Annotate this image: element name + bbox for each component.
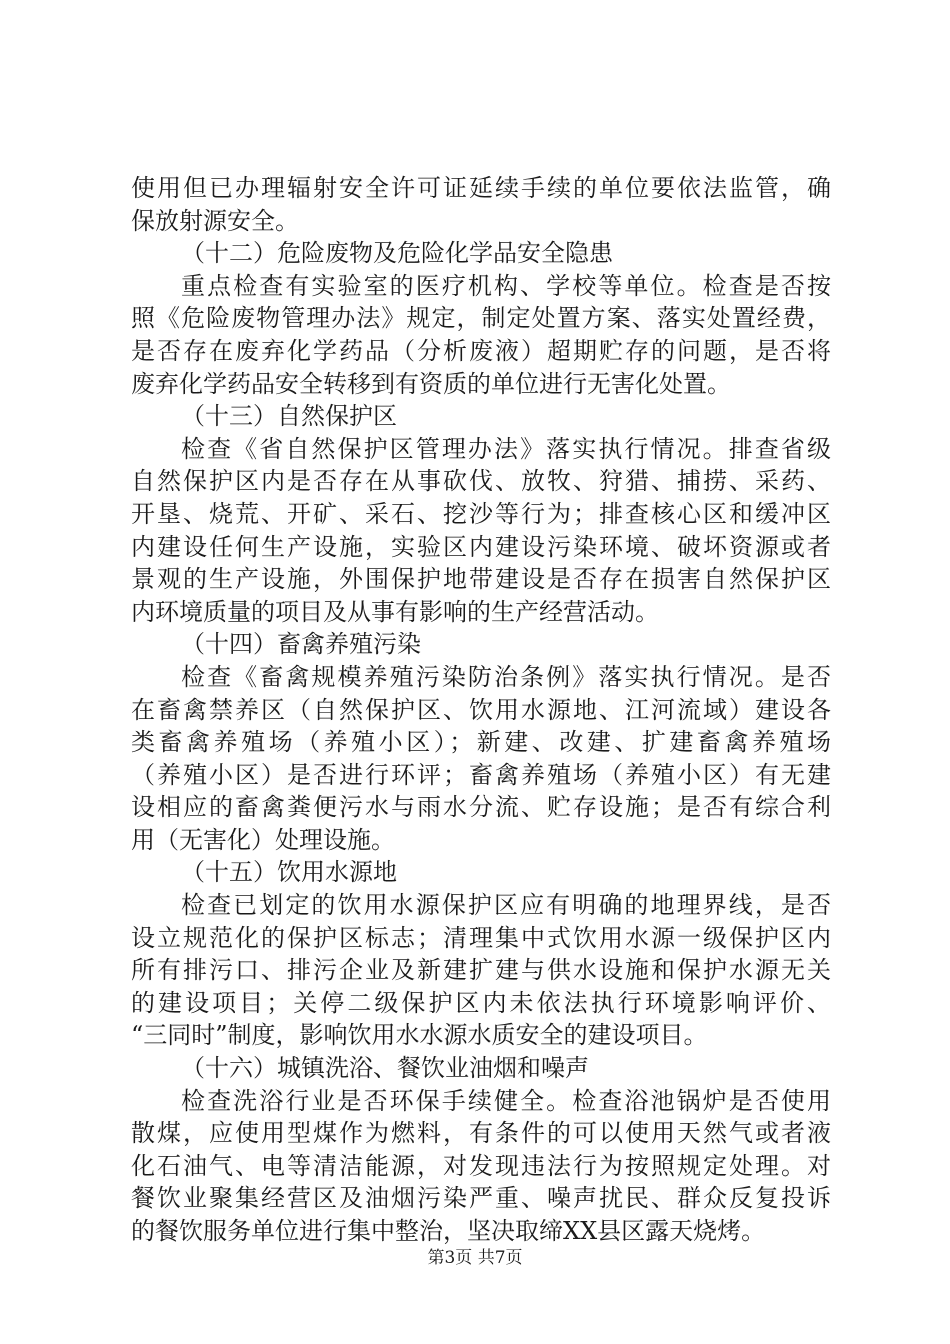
- paragraph-line: 内环境质量的项目及从事有影响的生产经营活动。: [131, 597, 659, 626]
- paragraph-line: 废弃化学药品安全转移到有资质的单位进行无害化处置。: [131, 369, 731, 398]
- paragraph-line: 检查《省自然保护区管理办法》落实执行情况。排查省级: [181, 434, 831, 463]
- paragraph-line: 开垦、烧荒、开矿、采石、挖沙等行为；排查核心区和缓冲区: [131, 499, 831, 528]
- paragraph-line: “三同时”制度，影响饮用水水源水质安全的建设项目。: [131, 1021, 708, 1050]
- paragraph-line: 所有排污口、排污企业及新建扩建与供水设施和保护水源无关: [131, 956, 831, 985]
- paragraph-line: 是否存在废弃化学药品（分析废液）超期贮存的问题，是否将: [131, 336, 831, 365]
- paragraph-line: 散煤，应使用型煤作为燃料，有条件的可以使用天然气或者液: [131, 1119, 831, 1148]
- paragraph-line: 设立规范化的保护区标志；清理集中式饮用水源一级保护区内: [131, 923, 831, 952]
- paragraph-line: 重点检查有实验室的医疗机构、学校等单位。检查是否按: [181, 271, 831, 300]
- paragraph-line: （养殖小区）是否进行环评；畜禽养殖场（养殖小区）有无建: [131, 760, 831, 789]
- document-body: [131, 172, 831, 1248]
- paragraph-line: 的建设项目；关停二级保护区内未依法执行环境影响评价、: [131, 988, 831, 1017]
- section-heading: （十四）畜禽养殖污染: [181, 630, 421, 659]
- paragraph-line: 用（无害化）处理设施。: [131, 825, 395, 854]
- paragraph-line: 在畜禽禁养区（自然保护区、饮用水源地、江河流域）建设各: [131, 695, 831, 724]
- paragraph-line: 保放射源安全。: [131, 206, 299, 235]
- paragraph-line: 餐饮业聚集经营区及油烟污染严重、噪声扰民、群众反复投诉: [131, 1184, 831, 1213]
- section-heading: （十三）自然保护区: [181, 402, 397, 431]
- paragraph-line: 设相应的畜禽粪便污水与雨水分流、贮存设施；是否有综合利: [131, 793, 831, 822]
- paragraph-line: 检查《畜禽规模养殖污染防治条例》落实执行情况。是否: [181, 662, 831, 691]
- paragraph-line: 检查洗浴行业是否环保手续健全。检查浴池锅炉是否使用: [181, 1086, 831, 1115]
- paragraph-line: 照《危险废物管理办法》规定，制定处置方案、落实处置经费，: [131, 304, 831, 333]
- paragraph-line: 检查已划定的饮用水源保护区应有明确的地理界线，是否: [181, 891, 831, 920]
- paragraph-line: 内建设任何生产设施，实验区内建设污染环境、破坏资源或者: [131, 532, 831, 561]
- section-heading: （十五）饮用水源地: [181, 858, 397, 887]
- paragraph-line: 景观的生产设施，外围保护地带建设是否存在损害自然保护区: [131, 565, 831, 594]
- paragraph-line: 自然保护区内是否存在从事砍伐、放牧、狩猎、捕捞、采药、: [131, 467, 831, 496]
- paragraph-line: 使用但已办理辐射安全许可证延续手续的单位要依法监管，确: [131, 174, 831, 202]
- page-footer: 第3页 共7页: [427, 1248, 523, 1268]
- paragraph-line: 类畜禽养殖场（养殖小区）；新建、改建、扩建畜禽养殖场: [131, 728, 831, 757]
- paragraph-line: 的餐饮服务单位进行集中整治，坚决取缔XX县区露天烧烤。: [131, 1217, 766, 1245]
- section-heading: （十六）城镇洗浴、餐饮业油烟和噪声: [181, 1054, 589, 1083]
- section-heading: （十二）危险废物及危险化学品安全隐患: [181, 239, 613, 268]
- paragraph-line: 化石油气、电等清洁能源，对发现违法行为按照规定处理。对: [131, 1151, 831, 1180]
